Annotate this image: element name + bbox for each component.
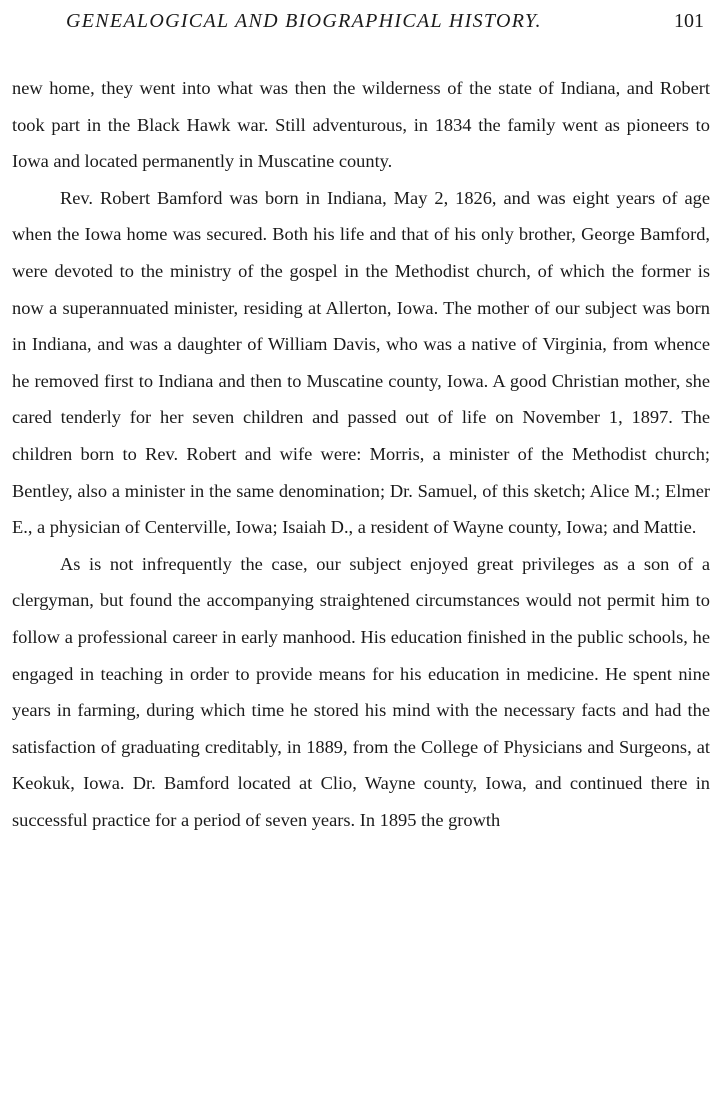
paragraph-continuation: new home, they went into what was then the wilderness of the state of Indiana, and Robert took part in the Black Hawk war. Still adventurous, in 1834 the family went as pioneers to Iowa and located permanently in Muscatine county. [12,78,710,172]
body-text [12,70,710,838]
running-title: GENEALOGICAL AND BIOGRAPHICAL HISTORY. [66,10,542,32]
paragraph-family: Rev. Robert Bamford was born in Indiana, May 2, 1826, and was eight years of age when the Iowa home was secured. Both his life and that of his only brother, George Bamford, were devoted to the ministry of the gospel in the Methodist church, of which the former is now a superannuated minister, residing at Allerton, Iowa. The mother of our subject was born in Indiana, and was a daughter of William Davis, who was a native of Virginia, from whence he removed first to Indiana and then to Muscatine county, Iowa. A good Christian mother, she cared tenderly for her seven children and passed out of life on November 1, 1897. The children born to Rev. Robert and wife were: Morris, a minister of the Methodist church; Bentley, also a minister in the same denomination; Dr. Samuel, of this sketch; Alice M.; Elmer E., a physician of Centerville, Iowa; Isaiah D., a resident of Wayne county, Iowa; and Mattie. [12,187,710,538]
paragraph-education: As is not infrequently the case, our subject enjoyed great privileges as a son of a clergyman, but found the accompanying straightened circumstances would not permit him to follow a professional career in early manhood. His education finished in the public schools, he engaged in teaching in order to provide means for his education in medicine. He spent nine years in farming, during which time he stored his mind with the necessary facts and had the satisfaction of graduating creditably, in 1889, from the College of Physicians and Surgeons, at Keokuk, Iowa. Dr. Bamford located at Clio, Wayne county, Iowa, and continued there in successful practice for a period of seven years. In 1895 the growth [12,553,710,830]
page-number: 101 [674,10,704,32]
running-head [66,10,710,40]
